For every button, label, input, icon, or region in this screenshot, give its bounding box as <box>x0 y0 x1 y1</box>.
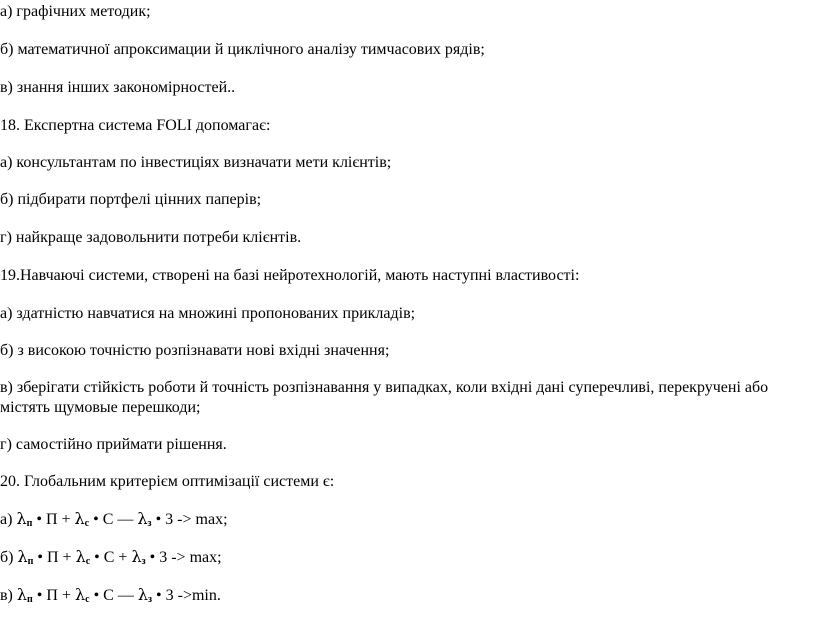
lambda-symbol: λ <box>137 509 148 528</box>
formula-part: • 3 -> max; <box>145 549 222 566</box>
text-line-12: г) самостійно приймати рішення. <box>0 436 227 453</box>
subscript: п <box>27 594 33 605</box>
lambda-symbol: λ <box>16 509 27 528</box>
lambda-symbol: λ <box>74 585 86 604</box>
formula-part: • С + <box>90 549 132 566</box>
subscript: п <box>26 518 33 529</box>
text-line-7: г) найкраще задовольнити потреби клієнтів. <box>0 229 302 246</box>
subscript: з <box>148 594 153 605</box>
lambda-symbol: λ <box>74 509 85 528</box>
text-line-3: в) знання інших закономірностей.. <box>0 79 236 96</box>
subscript: с <box>85 594 90 605</box>
subscript: п <box>27 556 34 567</box>
formula-part: • П + <box>33 549 76 566</box>
lambda-symbol: λ <box>131 547 142 566</box>
text-line-5: а) консультантам по інвестиціях визначати мети клієнтів; <box>0 154 392 171</box>
formula-a <box>0 509 228 532</box>
text-line-2: б) математичної апроксимации й циклічного аналізу тимчасових рядів; <box>0 41 485 58</box>
formula-part: • П + <box>32 511 75 528</box>
formula-part: • 3 ->min. <box>152 587 221 604</box>
lambda-symbol: λ <box>16 585 28 604</box>
formula-part: • 3 -> max; <box>151 511 228 528</box>
lambda-symbol: λ <box>17 547 28 566</box>
formula-prefix: а) <box>0 511 17 528</box>
question-19-heading: 19.Навчаючі системи, створені на базі нейротехнологій, мають наступні властивості: <box>0 267 580 284</box>
subscript: с <box>84 518 90 529</box>
formula-part: • С — <box>89 511 138 528</box>
formula-c <box>0 585 221 608</box>
question-20-heading: 20. Глобальним критерієм оптимізації системи є: <box>0 473 335 490</box>
formula-prefix: б) <box>0 549 18 566</box>
text-line-11: в) зберігати стійкість роботи й точність розпізнавання у випадках, коли вхідні дані суперечливі, перекручені або містять щумовые перешкоди; <box>0 379 769 416</box>
formula-b <box>0 547 222 570</box>
formula-part: • С — <box>89 587 138 604</box>
question-18-heading: 18. Експертна система FOLI допомагає: <box>0 117 271 134</box>
formula-prefix: в) <box>0 587 17 604</box>
formula-part: • П + <box>32 587 75 604</box>
text-line-6: б) підбирати портфелі цінних паперів; <box>0 191 262 208</box>
lambda-symbol: λ <box>75 547 86 566</box>
text-line-1: а) графічних методик; <box>0 3 151 20</box>
lambda-symbol: λ <box>137 585 148 604</box>
subscript: с <box>85 556 91 567</box>
text-line-10: б) з високою точністю розпізнавати нові вхідні значення; <box>0 342 390 359</box>
subscript: з <box>147 518 152 529</box>
text-line-9: а) здатністю навчатися на множині пропонованих прикладів; <box>0 305 416 322</box>
subscript: з <box>141 556 146 567</box>
